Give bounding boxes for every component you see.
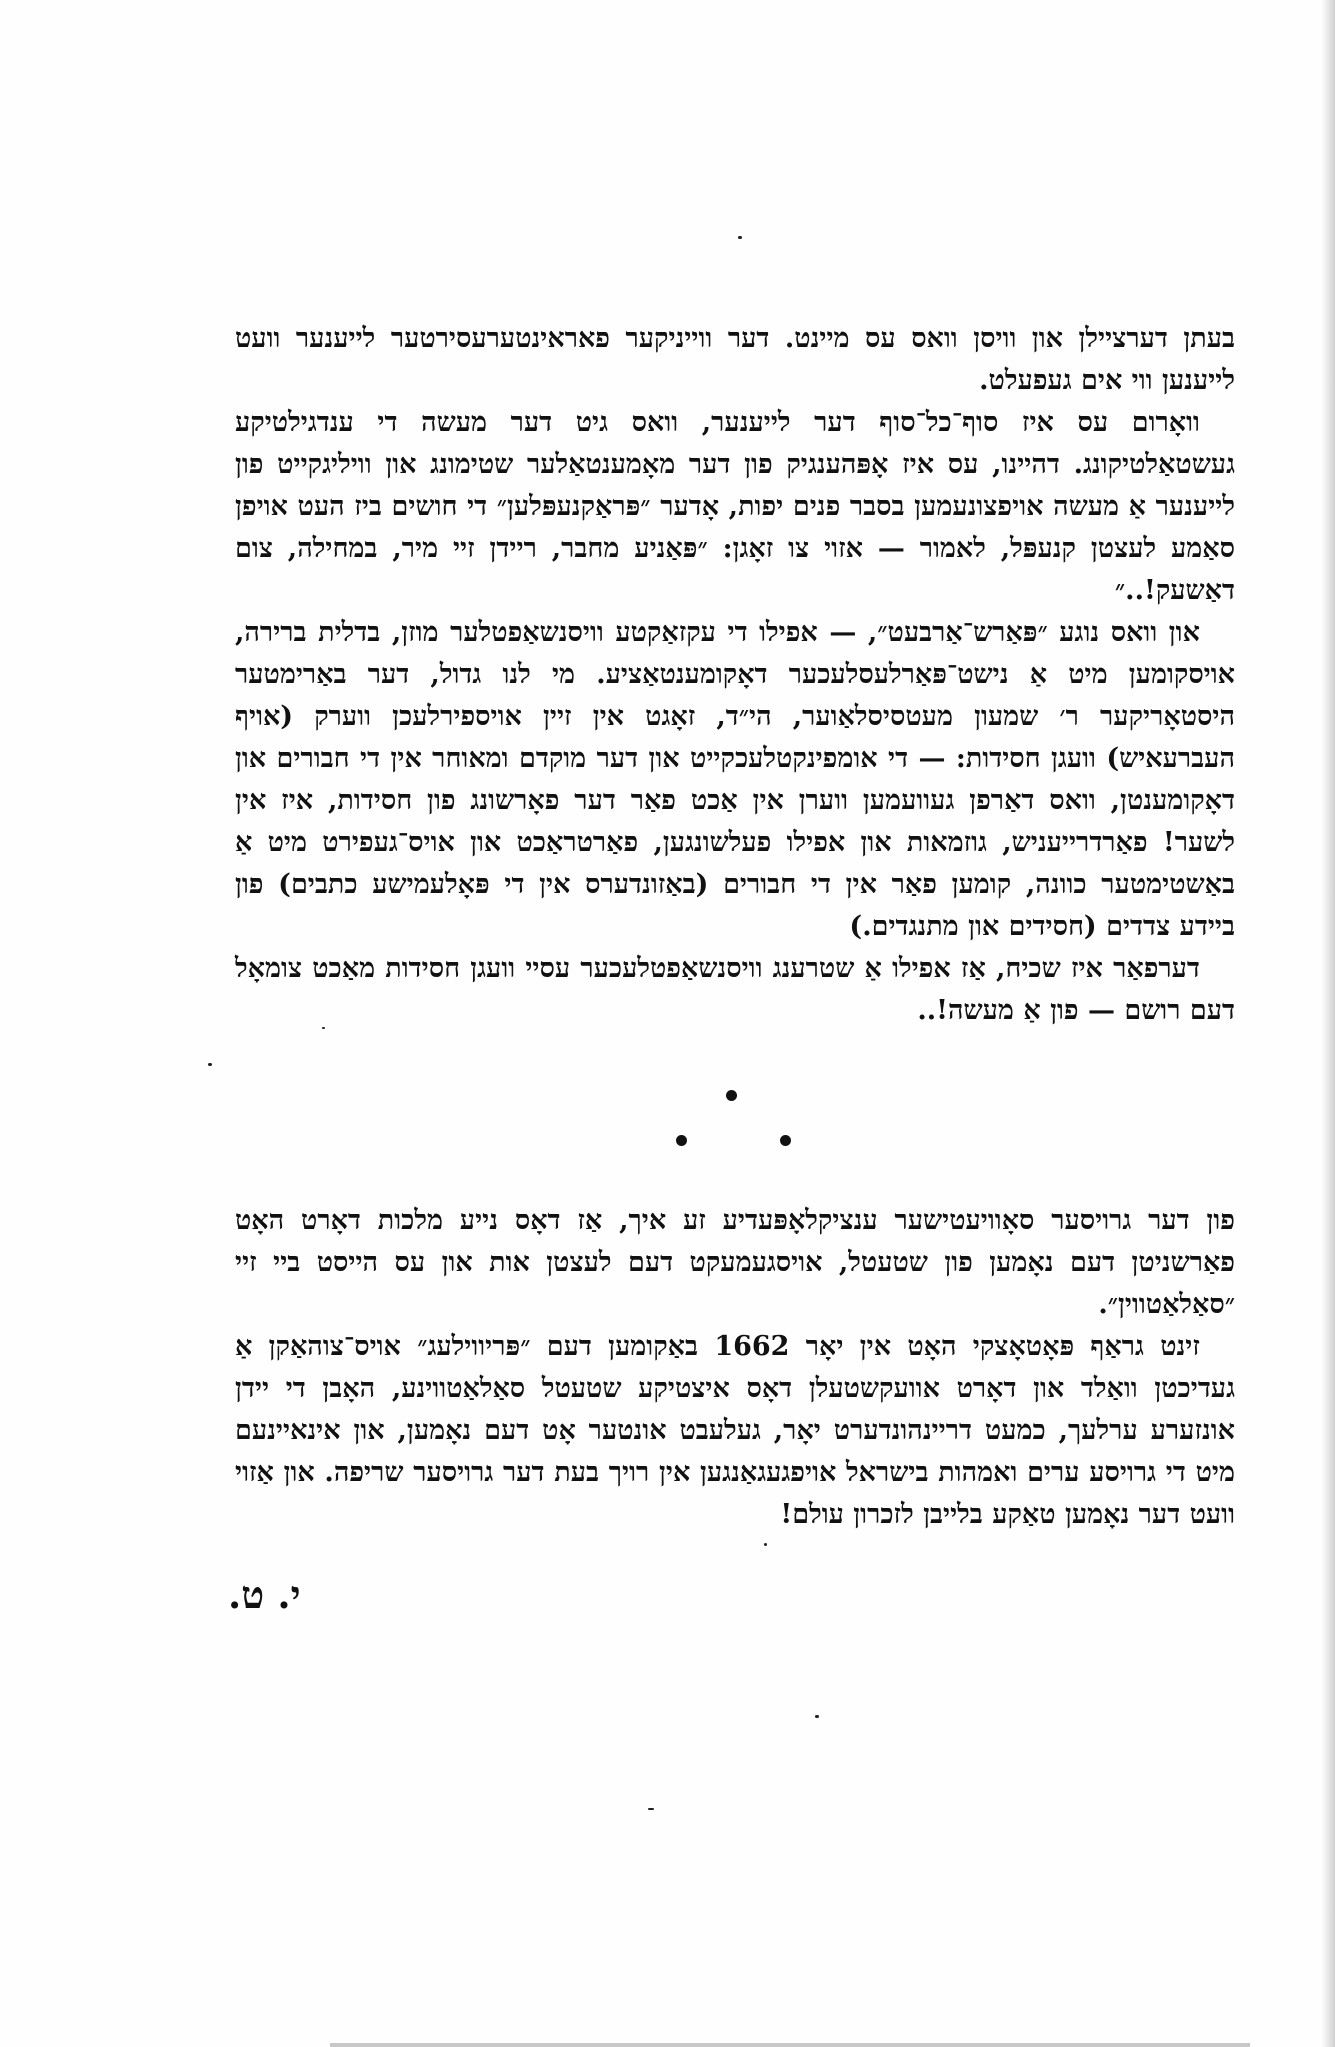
text-section-lower <box>235 1200 1235 1536</box>
paragraph: פון דער גרויסער סאָוויעטישער ענציקלאָפּעדיע זע איך, אַז דאָס נייע מלכות דאָרט האָט פאַרשניטן דעם נאָמען פון שטעטל, אויסגעמעקט דעם לעצטן אות און עס הייסט ביי זיי ״סאַלאַטווין״. <box>235 1205 1235 1320</box>
paragraph: און וואס נוגע ״פּאַרש־אַרבעט״, — אפילו די עקזאַקטע וויסנשאַפטלער מוזן, בדלית ברירה, אויסקומען מיט אַ נישט־פּאַרלעסלעכער דאָקומענטאַציע. מי לנו גדול, דער באַרימטער היסטאָריקער ר׳ שמעון מעטסיסלאַוער, הי״ד, זאָגט אין זיין אויספירלעכן ווערק (אויף העברעאיש) וועגן חסידות: — די אומפינקטלעכקייט און דער מוקדם ומאוחר אין די חבורים און דאָקומענטן, וואס דאַרפן געוועמען ווערן אין אַכט פאַר דער פאָרשונג פון חסידות, איז אין לשער! פאַרדרייעניש, גוזמאות און אפילו פעלשונגען, פאַרטראַכט און אויס־געפירט מיט אַ באַשטימטער כוונה, קומען פאַר אין די חבורים (באַזונדערס אין די פּאָלעמישע כתבים) פון ביידע צדדים (חסידים און מתנגדים.) <box>235 617 1235 942</box>
divider-dot <box>726 1090 737 1101</box>
scan-speck <box>815 1715 819 1718</box>
author-initials: י. ט. <box>228 1572 301 1617</box>
scan-speck <box>208 1063 212 1066</box>
page-edge-shadow <box>1321 0 1335 2047</box>
paragraph: זינט גראַף פּאָטאָצקי האָט אין יאָר 1662 באַקומען דעם ״פּריווילעג״ אויס־צוהאַקן אַ געדיכטן וואַלד און דאָרט אוועקשטעלן דאָס איצטיקע שטעטל סאַלאַטווינע, האָבן די יידן אונזערע ערלעך, כמעט דריינהונדערט יאָר, געלעבט אונטער אָט דעם נאָמען, און אינאיינעם מיט די גרויסע ערים ואמהות בישראל אויפגעגאַנגען אין רויך בעת דער גרויסער שריפה. און אַזוי וועט דער נאָמען טאַקע בלייבן לזכרון עולם! <box>235 1331 1235 1530</box>
divider-dot <box>780 1135 791 1146</box>
divider-dot <box>676 1135 687 1146</box>
paragraph: בעתן דערציילן און וויסן וואס עס מיינט. דער ווייניקער פאראינטערעסירטער לייענער וועט לייענען ווי אים געפעלט. <box>235 323 1235 396</box>
scan-speck <box>764 1543 767 1546</box>
page-bottom-edge <box>330 2043 1250 2047</box>
section-divider <box>650 1090 770 1150</box>
paragraph: דערפאַר איז שכיח, אַז אפילו אַ שטרענג וויסנשאַפטלעכער עסיי וועגן חסידות מאַכט צומאָל דעם רושם — פון אַ מעשה!.. <box>235 953 1235 1026</box>
paragraph: וואָרום עס איז סוף־כל־סוף דער לייענער, וואס גיט דער מעשה די ענדגילטיקע געשטאַלטיקונג. דהיינו, עס איז אָפּהענגיק פון דער מאָמענטאַלער שטימונג און וויליגקייט פון לייענער אַ מעשה אויפצונעמען בסבר פנים יפות, אָדער ״פּראַקנעפּלען״ די חושים ביז העט אויפן סאַמע לעצטן קנעפּל, לאמור — אזוי צו זאָגן: ״פּאַניע מחבר, ריידן זיי מיר, במחילה, צום דאַשעק!..״ <box>235 407 1236 606</box>
scan-speck <box>738 236 742 239</box>
scan-speck <box>648 1808 654 1810</box>
text-section-upper <box>235 318 1235 1032</box>
